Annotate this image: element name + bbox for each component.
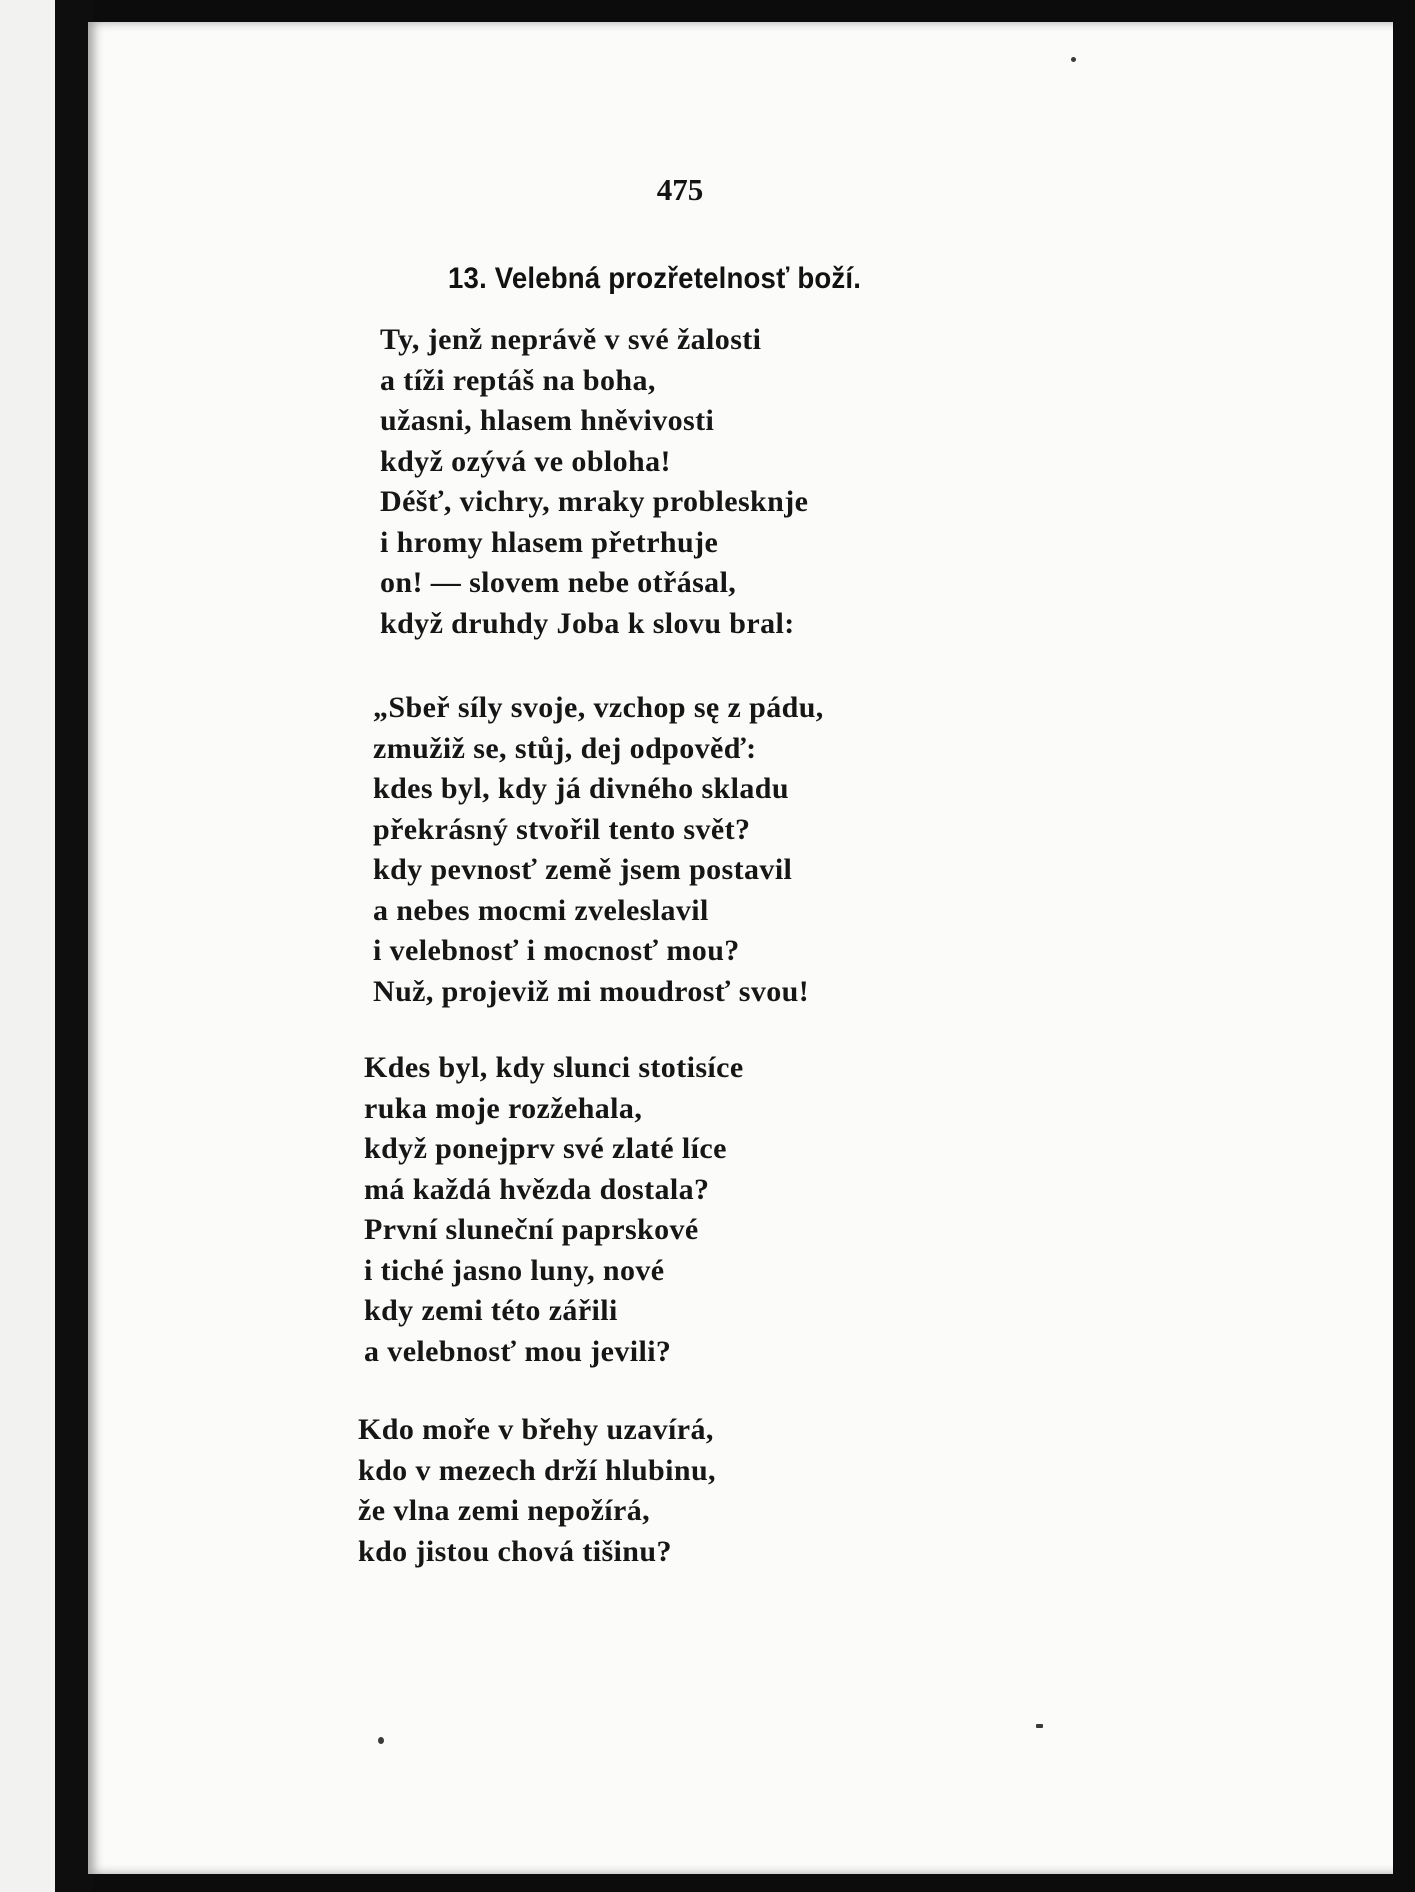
verse-line: on! — slovem nebe otřásal, [380, 566, 737, 599]
verse-line: a velebnosť mou jevili? [364, 1334, 672, 1368]
right-scan-edge [1393, 0, 1415, 1892]
verse-line: zmužiž se, stůj, dej odpověď: [373, 731, 757, 765]
verse-line: má každá hvězda dostala? [364, 1172, 710, 1206]
left-page-edge [0, 0, 55, 1892]
poem-title: 13. Velebná prozřetelnosť boží. [448, 262, 862, 295]
stanza [373, 688, 824, 1012]
verse-line: kdy zemi této zářili [364, 1294, 618, 1327]
verse-line: a tíži reptáš na boha, [380, 363, 656, 397]
verse-line: kdo v mezech drží hlubinu, [358, 1453, 716, 1487]
verse-line: i tiché jasno luny, nové [364, 1253, 665, 1287]
verse-line: překrásný stvořil tento svět? [373, 812, 751, 846]
verse-line: když ponejprv své zlaté líce [364, 1132, 727, 1165]
dust-speck [378, 1737, 384, 1744]
verse-line: kdy pevnosť země jsem postavil [373, 853, 793, 886]
verse-line: že vlna zemi nepožírá, [358, 1494, 651, 1527]
verse-line: když ozývá ve obloha! [380, 444, 671, 478]
verse-line: Kdo moře v břehy uzavírá, [358, 1413, 714, 1446]
verse-line: První sluneční paprskové [364, 1213, 699, 1246]
verse-line: ruka moje rozžehala, [364, 1091, 643, 1125]
verse-line: když druhdy Joba k slovu bral: [380, 606, 795, 640]
page-number: 475 [656, 172, 704, 207]
verse-line: kdo jistou chová tišinu? [358, 1534, 672, 1568]
verse-line: „Sbeř síly svoje, vzchop sę z pádu, [373, 691, 824, 724]
verse-line: Nuž, projeviž mi moudrosť svou! [373, 974, 810, 1008]
verse-line: i velebnosť i mocnosť mou? [373, 934, 740, 967]
dust-speck [1071, 57, 1076, 62]
verse-line: kdes byl, kdy já divného skladu [373, 772, 789, 805]
stanza [358, 1410, 716, 1572]
verse-line: Kdes byl, kdy slunci stotisíce [364, 1051, 744, 1084]
verse-line: užasni, hlasem hněvivosti [380, 404, 715, 437]
verse-line: Déšť, vichry, mraky problesknje [380, 485, 809, 518]
dust-speck [1036, 1724, 1043, 1728]
verse-line: i hromy hlasem přetrhuje [380, 525, 719, 559]
verse-line: Ty, jenž neprávě v své žalosti [380, 323, 762, 356]
stanza [380, 320, 808, 644]
verse-line: a nebes mocmi zveleslavil [373, 893, 709, 927]
stanza [364, 1048, 744, 1372]
